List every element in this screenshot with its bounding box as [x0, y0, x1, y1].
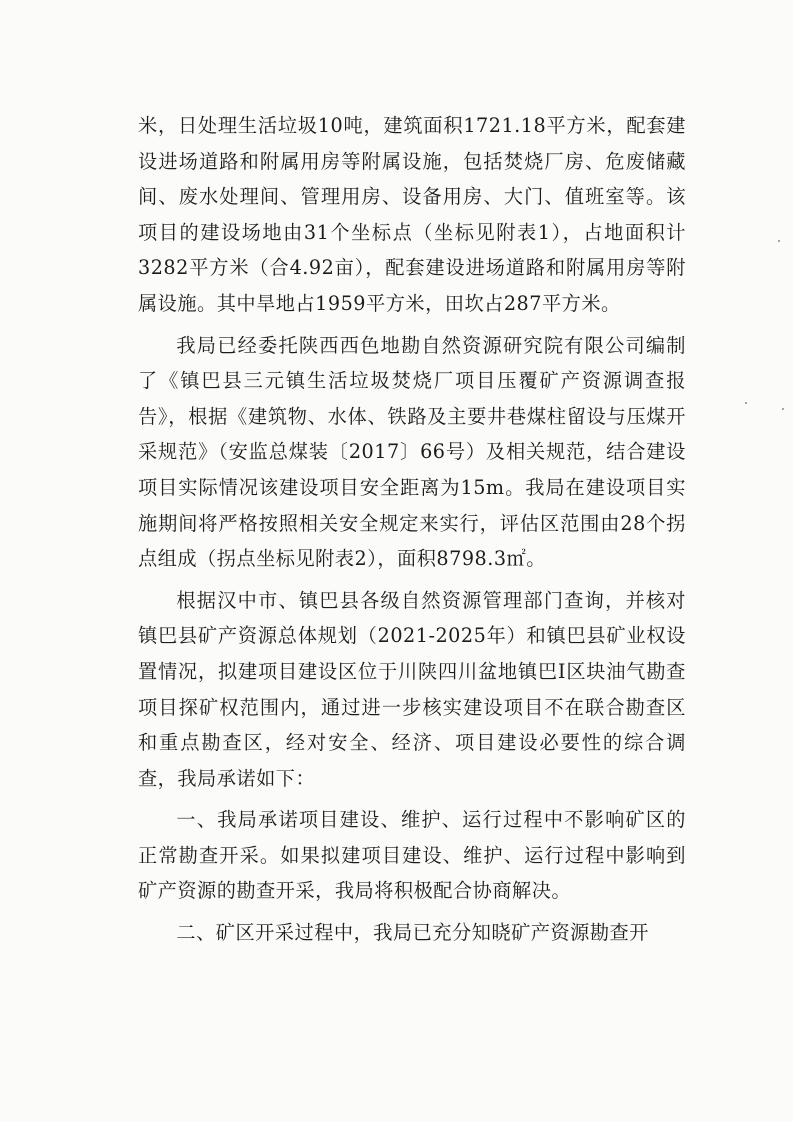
- paragraph-5: 二、矿区开采过程中，我局已充分知晓矿产资源勘查开: [176, 921, 649, 945]
- scan-speck: [782, 408, 784, 410]
- scan-speck: [745, 402, 747, 404]
- paragraph-2: 我局已经委托陕西西色地勘自然资源研究院有限公司编制了《镇巴县三元镇生活垃圾焚烧厂项目压覆矿产资源调查报告》，根据《建筑物、水体、铁路及主要井巷煤柱留设与压煤开采规范》（安监总煤装〔2017〕66号）及相关规范，结合建设项目实际情况该建设项目安全距离为15m。我局在建设项目实施期间将严格按照相关安全规定来实行，评估区范围由28个拐点组成（拐点坐标见附表2），面积8798.3㎡。: [138, 333, 686, 571]
- document-body: [138, 108, 686, 957]
- paragraph-4: 一、我局承诺项目建设、维护、运行过程中不影响矿区的正常勘查开采。如果拟建项目建设、维护、运行过程中影响到矿产资源的勘查开采，我局将积极配合协商解决。: [138, 808, 686, 903]
- paragraph-1: 米，日处理生活垃圾10吨，建筑面积1721.18平方米，配套建设进场道路和附属用房等附属设施，包括焚烧厂房、危废储藏间、废水处理间、管理用房、设备用房、大门、值班室等。该项目的建设场地由31个坐标点（坐标见附表1），占地面积计3282平方米（合4.92亩），配套建设进场道路和附属用房等附属设施。其中旱地占1959平方米，田坎占287平方米。: [138, 114, 686, 315]
- paragraph-3: 根据汉中市、镇巴县各级自然资源管理部门查询，并核对镇巴县矿产资源总体规划（2021-2025年）和镇巴县矿业权设置情况，拟建项目建设区位于川陕四川盆地镇巴Ⅰ区块油气勘查项目探矿权范围内，通过进一步核实建设项目不在联合勘查区和重点勘查区，经对安全、经济、项目建设必要性的综合调查，我局承诺如下：: [138, 588, 686, 790]
- scan-speck: [778, 240, 780, 242]
